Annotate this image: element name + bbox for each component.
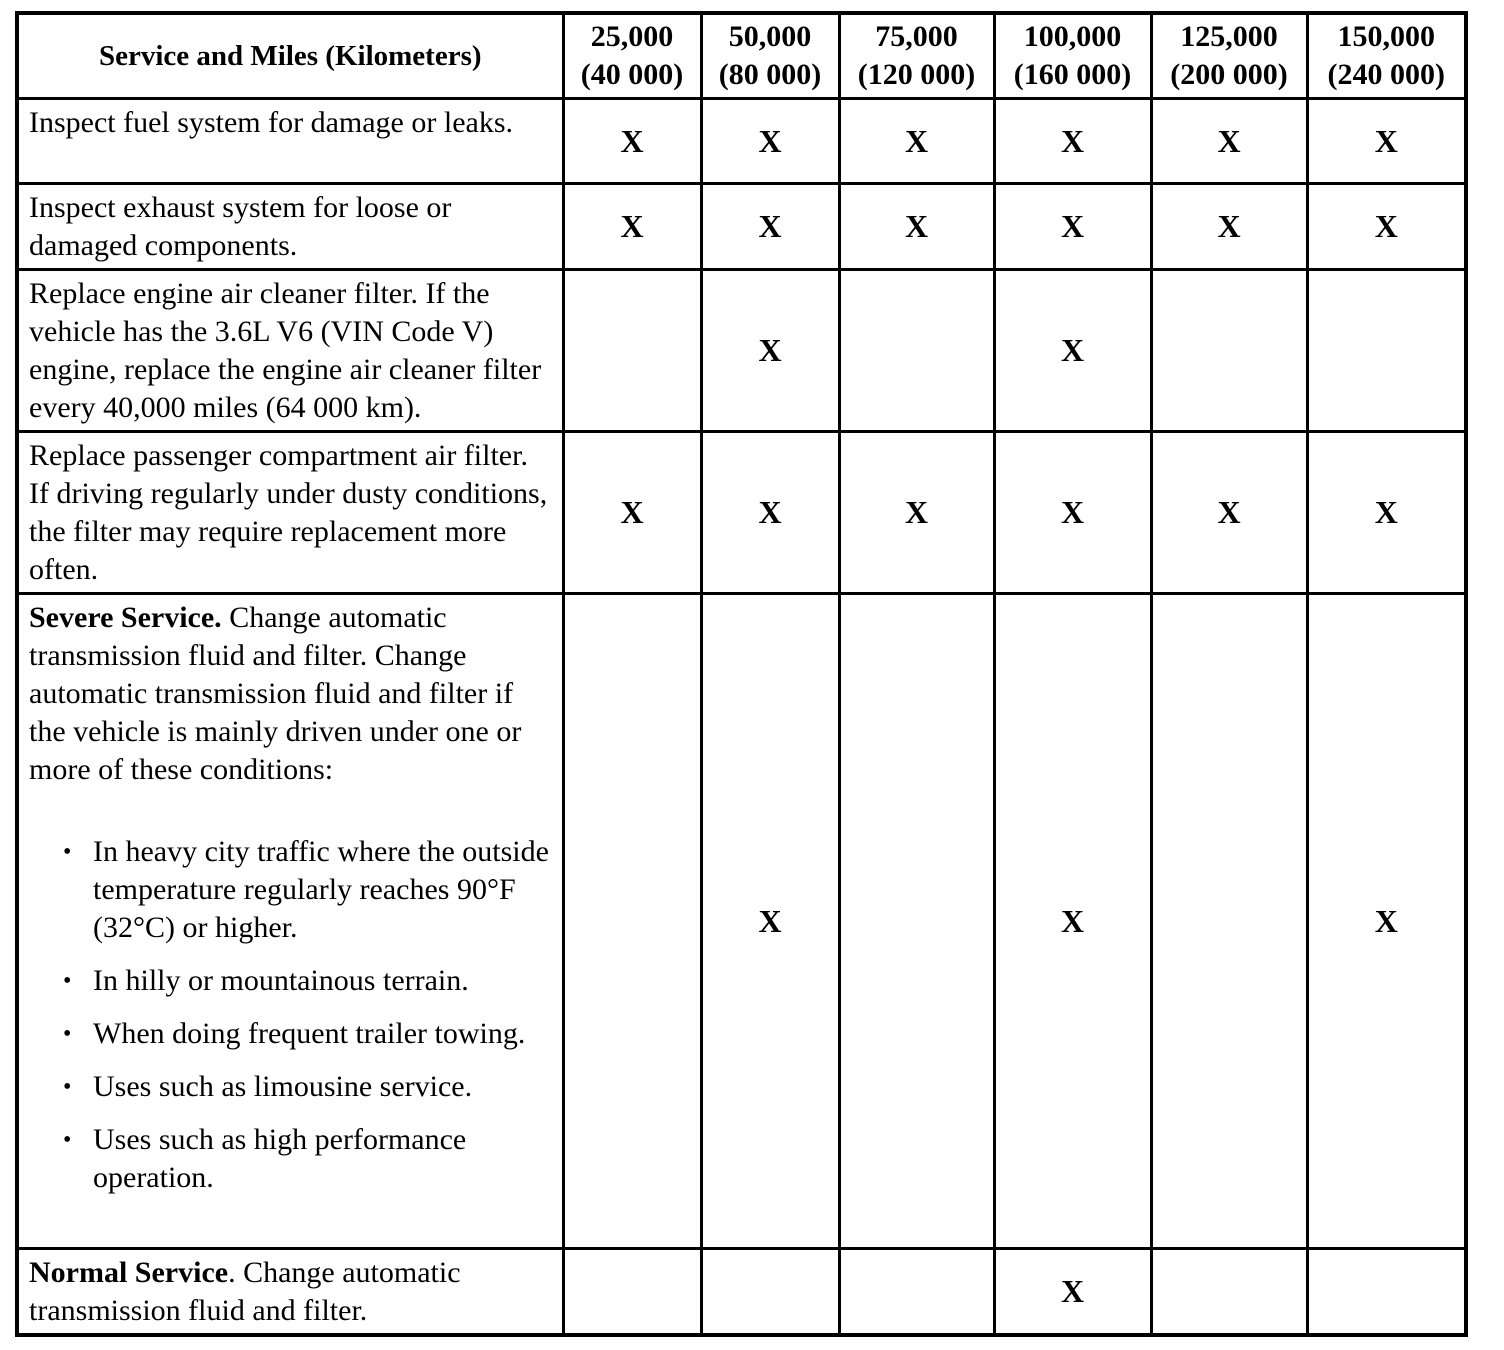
interval-header-150000 — [1307, 13, 1466, 99]
list-item: • When doing frequent trailer towing. — [29, 1015, 554, 1053]
service-mark — [701, 1249, 839, 1336]
list-item: • Uses such as high performance operation. — [29, 1121, 554, 1197]
interval-miles: 75,000 — [875, 20, 958, 53]
severe-conditions-list — [29, 833, 554, 1197]
service-mark: X — [563, 184, 701, 270]
service-mark: X — [994, 1249, 1151, 1336]
service-description: Inspect fuel system for damage or leaks. — [17, 99, 563, 184]
service-mark — [563, 1249, 701, 1336]
interval-header-125000 — [1151, 13, 1307, 99]
service-mark: X — [701, 184, 839, 270]
service-description — [17, 594, 563, 1249]
table-row-severe-service — [17, 594, 1466, 1249]
table-row-cabin-air-filter — [17, 432, 1466, 594]
interval-km: (240 000) — [1327, 58, 1445, 91]
interval-miles: 100,000 — [1023, 20, 1122, 53]
interval-header-75000 — [839, 13, 994, 99]
service-mark: X — [1307, 99, 1466, 184]
service-description: Replace passenger compartment air filter. If driving regularly under dusty conditions, the filter may require replacement more often. — [17, 432, 563, 594]
interval-miles: 50,000 — [728, 20, 812, 53]
service-mark: X — [701, 99, 839, 184]
table-row-fuel-system — [17, 99, 1466, 184]
service-description: Inspect exhaust system for loose or damaged components. — [17, 184, 563, 270]
service-mark: X — [839, 99, 994, 184]
service-mark: X — [994, 270, 1151, 432]
service-mark — [1151, 270, 1307, 432]
service-mark: X — [701, 270, 839, 432]
service-mark — [563, 270, 701, 432]
interval-km: (40 000) — [580, 58, 684, 91]
interval-miles: 150,000 — [1337, 20, 1435, 53]
normal-service-text: . Change automatic transmission fluid and filter. — [29, 1256, 461, 1327]
interval-km: (160 000) — [1013, 58, 1132, 91]
service-mark: X — [839, 432, 994, 594]
severe-service-label: Severe Service. — [29, 601, 222, 634]
service-mark — [839, 270, 994, 432]
service-mark — [563, 594, 701, 1249]
service-mark: X — [701, 594, 839, 1249]
severe-service-intro — [29, 599, 554, 789]
service-mark: X — [563, 99, 701, 184]
interval-header-100000 — [994, 13, 1151, 99]
service-mark: X — [563, 432, 701, 594]
interval-header-50000 — [701, 13, 839, 99]
service-mark: X — [994, 184, 1151, 270]
service-mark — [1307, 270, 1466, 432]
interval-miles: 125,000 — [1180, 20, 1278, 53]
header-row — [17, 13, 1466, 99]
interval-km: (120 000) — [857, 58, 976, 91]
service-mark: X — [1151, 99, 1307, 184]
service-mark: X — [1307, 432, 1466, 594]
service-mark: X — [1151, 432, 1307, 594]
service-mark: X — [839, 184, 994, 270]
service-mark: X — [994, 594, 1151, 1249]
service-mark: X — [1151, 184, 1307, 270]
service-mark: X — [1307, 184, 1466, 270]
service-description — [17, 1249, 563, 1336]
list-item: • Uses such as limousine service. — [29, 1068, 554, 1106]
normal-service-label: Normal Service — [29, 1256, 229, 1289]
list-item: • In hilly or mountainous terrain. — [29, 962, 554, 1000]
severe-service-text: Change automatic transmission fluid and filter. Change automatic transmission fluid and filter if the vehicle is mainly driven under one or more of these conditions: — [29, 601, 522, 786]
service-mark: X — [1307, 594, 1466, 1249]
service-mark: X — [994, 99, 1151, 184]
service-mark — [1151, 594, 1307, 1249]
interval-km: (200 000) — [1170, 58, 1288, 91]
service-mark: X — [701, 432, 839, 594]
service-column-header: Service and Miles (Kilometers) — [17, 13, 563, 99]
table-row-normal-service — [17, 1249, 1466, 1336]
service-mark — [839, 1249, 994, 1336]
list-item: • In heavy city traffic where the outside temperature regularly reaches 90°F (32°C) or higher. — [29, 833, 554, 947]
service-mark — [1307, 1249, 1466, 1336]
table-row-engine-air-filter — [17, 270, 1466, 432]
service-mark — [1151, 1249, 1307, 1336]
interval-header-25000 — [563, 13, 701, 99]
service-description: Replace engine air cleaner filter. If the vehicle has the 3.6L V6 (VIN Code V) engine, replace the engine air cleaner filter every 40,000 miles (64 000 km). — [17, 270, 563, 432]
maintenance-schedule-table — [15, 11, 1468, 1337]
service-mark: X — [994, 432, 1151, 594]
interval-km: (80 000) — [718, 58, 822, 91]
service-mark — [839, 594, 994, 1249]
table-row-exhaust-system — [17, 184, 1466, 270]
interval-miles: 25,000 — [590, 20, 674, 53]
